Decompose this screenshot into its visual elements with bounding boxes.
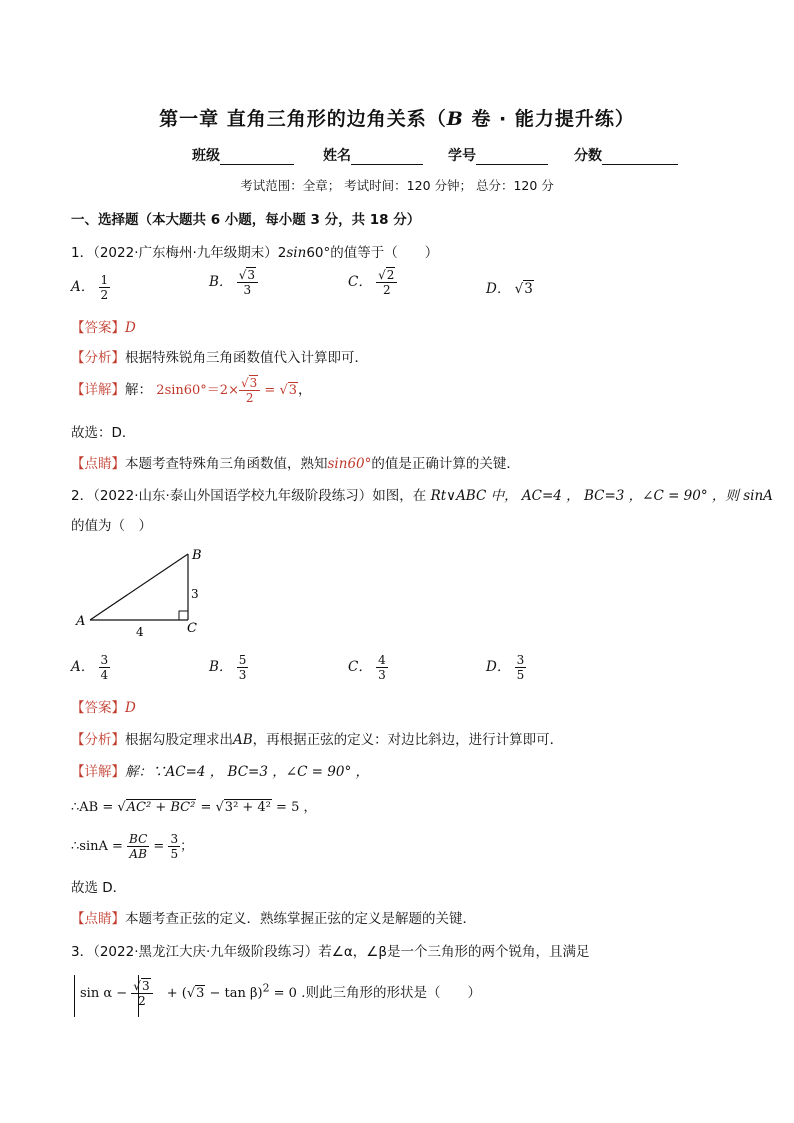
score-blank [602, 150, 678, 165]
q2-c-label: C． [348, 659, 372, 675]
q3-expr-sqrt-rad: 3 [196, 986, 205, 1001]
q2-step2-eq: = [149, 839, 169, 854]
q2-step1-sqrt1: √AC² + BC² [117, 800, 196, 815]
q1-comment-func: sin60° [327, 456, 372, 472]
q2-step1-mid: = [196, 800, 216, 815]
class-field [192, 145, 294, 165]
q1-detail-den: 2 [245, 391, 254, 405]
q3-expr-frac [131, 979, 152, 1008]
page-title [0, 104, 794, 131]
q2-step1 [71, 796, 316, 815]
name-blank [351, 150, 423, 165]
q3-expr-num: √3 [131, 979, 152, 994]
q2-option-b [209, 653, 248, 682]
q1-analysis [71, 346, 368, 366]
q2-step2-post: ； [180, 839, 194, 854]
q2-c-frac [376, 653, 388, 682]
q2-step1-post: = 5 ， [271, 800, 317, 815]
q1-analysis-tag: 【分析】 [71, 350, 125, 366]
q3-expr-c: − tan β) [205, 986, 263, 1001]
q2-step2 [71, 832, 193, 861]
q1-detail-end: ， [298, 382, 312, 398]
q1-detail-num: √3 [239, 376, 260, 391]
q1-d-label: D． [486, 281, 511, 297]
id-blank [476, 150, 548, 165]
title-text-2: 卷 · 能力提升练） [463, 108, 635, 130]
vertex-b-label: B [192, 548, 202, 563]
q1-b-den: 3 [243, 283, 252, 297]
q2-stem-line2: 的值为（ ） [71, 518, 152, 534]
q1-detail-math-a: 2sin60°＝2× [156, 383, 239, 398]
q2-b-label: B． [209, 659, 233, 675]
q1-c-den: 2 [382, 283, 391, 297]
q1-b-frac [237, 268, 258, 297]
q1-detail-result: √3 [279, 383, 298, 398]
title-text-1: 第一章 直角三角形的边角关系（ [159, 108, 447, 130]
q2-step2-pre: ∴sinA = [71, 839, 128, 854]
q2-b-num: 5 [238, 653, 247, 667]
q2-choose: 故选 D． [71, 880, 127, 896]
q2-detail-tag: 【详解】 [71, 764, 125, 780]
q2-analysis-pre: 根据勾股定理求出 [125, 732, 233, 748]
side-bc-length: 3 [191, 587, 199, 601]
q2-detail-line: 解：∵AC=4 ， BC=3 ，∠C = 90° ， [125, 764, 370, 780]
q1-option-d [486, 277, 534, 297]
q3-expr-b: + ( [162, 986, 187, 1001]
q1-option-c [348, 268, 397, 297]
q2-step1-sqrt2: √3² + 4² [215, 800, 271, 815]
q1-detail-result-rad: 3 [288, 383, 298, 398]
title-b: B [446, 108, 464, 130]
q1-c-num-rad: 2 [386, 268, 395, 282]
q3-expr-den: 2 [138, 994, 146, 1008]
q2-analysis-tag: 【分析】 [71, 732, 125, 748]
q1-comment [71, 452, 520, 472]
side-ac-length: 4 [136, 625, 144, 639]
q1-answer-value: D [125, 320, 136, 336]
right-angle-mark [179, 611, 188, 620]
q1-detail-pre: 解： [125, 382, 152, 398]
q2-option-a [71, 653, 110, 682]
q1-analysis-text: 根据特殊锐角三角函数值代入计算即可． [125, 350, 368, 366]
q2-d-num: 3 [516, 653, 525, 667]
name-label: 姓名 [323, 148, 351, 164]
q1-a-num: 1 [100, 273, 109, 287]
q1-d-value: √3 [514, 281, 533, 297]
q3-expr-a: sin α − [80, 986, 132, 1001]
vertex-a-label: A [76, 614, 86, 629]
q2-answer-tag: 【答案】 [71, 700, 125, 716]
class-label: 班级 [192, 148, 220, 164]
q2-a-frac [99, 653, 111, 682]
q2-analysis-post: ，再根据正弦的定义：对边比斜边，进行计算即可． [252, 732, 564, 748]
exam-info: 考试范围：全章； 考试时间：120 分钟； 总分：120 分 [240, 178, 554, 193]
q1-stem-func: sin [286, 245, 307, 261]
q2-step2-den2: 5 [170, 847, 179, 861]
q1-stem-pre: 1．（2022·广东梅州·九年级期末）2 [71, 245, 287, 261]
q1-c-frac [376, 268, 397, 297]
q2-a-label: A． [71, 659, 95, 675]
q2-answer-value: D [125, 700, 136, 716]
q1-a-den: 2 [100, 288, 109, 302]
q2-stem-sina: sinA [743, 488, 773, 504]
q1-detail [71, 376, 312, 405]
q1-detail-num-rad: 3 [249, 376, 258, 390]
q2-a-den: 4 [100, 668, 109, 682]
q1-c-label: C． [348, 274, 372, 290]
q2-stem-mid: ∨ [446, 488, 457, 504]
id-field [448, 145, 548, 165]
q2-step1-rad: AC² + BC² [126, 800, 196, 815]
q2-option-c [348, 653, 388, 682]
q1-comment-post: 的值是正确计算的关键． [371, 456, 520, 472]
side-ab [90, 554, 188, 620]
q2-comment [71, 907, 476, 927]
q2-step2-frac1 [127, 832, 149, 861]
q1-answer-tag: 【答案】 [71, 320, 125, 336]
q1-detail-math-b: = [260, 383, 280, 398]
q1-comment-pre: 本题考查特殊角三角函数值，熟知 [125, 456, 328, 472]
q1-detail-math [156, 376, 298, 405]
q1-a-frac [99, 273, 111, 302]
q2-b-frac [237, 653, 249, 682]
score-label: 分数 [574, 148, 602, 164]
q1-c-num: √2 [376, 268, 397, 283]
q2-stem-pre: 2．（2022·山东·泰山外国语学校九年级阶段练习）如图，在 [71, 488, 431, 504]
q3-expression [80, 979, 481, 1008]
q2-detail [71, 760, 369, 780]
q1-option-a [71, 273, 110, 302]
q2-answer [71, 696, 136, 716]
q2-step2-num: BC [129, 832, 148, 846]
q2-step2-frac2 [168, 832, 180, 861]
q1-detail-frac [239, 376, 260, 405]
q2-b-den: 3 [238, 668, 247, 682]
q2-option-d [486, 653, 526, 682]
q2-analysis [71, 728, 563, 748]
q2-step1-rad2: 3² + 4² [224, 800, 271, 815]
q2-step1-pre: ∴AB = [71, 800, 118, 815]
q1-b-num-rad: 3 [247, 268, 256, 282]
q1-b-label: B． [209, 274, 233, 290]
q2-d-den: 5 [516, 668, 525, 682]
q2-stem-abc: ABC [456, 488, 487, 504]
q1-stem [71, 241, 438, 261]
q2-d-frac [515, 653, 527, 682]
q2-analysis-ab: AB [233, 732, 253, 748]
name-field [323, 145, 423, 165]
q3-expr-post: .则此三角形的形状是（ ） [296, 985, 482, 1001]
q2-step2-den: AB [129, 847, 147, 861]
q3-expr-num-rad: 3 [141, 979, 150, 993]
q3-stem: 3．（2022·黑龙江大庆·九年级阶段练习）若∠α，∠β是一个三角形的两个锐角，且满足 [71, 944, 590, 960]
q2-c-den: 3 [378, 668, 386, 682]
q1-detail-tag: 【详解】 [71, 382, 125, 398]
q3-expr-exp: 2 [262, 981, 270, 995]
q2-triangle-figure [70, 544, 210, 644]
q2-step2-num2: 3 [170, 832, 179, 846]
q2-comment-tag: 【点睛】 [71, 911, 125, 927]
abs-bar-left [74, 975, 75, 1017]
q1-b-num: √3 [237, 268, 258, 283]
q2-c-num: 4 [378, 653, 386, 667]
q2-stem-rt: Rt [430, 488, 447, 504]
class-blank [220, 150, 294, 165]
q1-a-label: A． [71, 279, 95, 295]
vertex-c-label: C [187, 621, 197, 636]
score-field [574, 145, 678, 165]
section-heading: 一、选择题（本大题共 6 小题，每小题 3 分，共 18 分） [71, 212, 421, 228]
q2-stem-cond: 中， AC=4 ， BC=3 ，∠C = 90° ，则 [486, 488, 744, 504]
q2-a-num: 3 [100, 653, 109, 667]
q1-choose: 故选：D． [71, 425, 136, 441]
q1-option-b [209, 268, 258, 297]
q2-comment-text: 本题考查正弦的定义．熟练掌握正弦的定义是解题的关键． [125, 911, 476, 927]
id-label: 学号 [448, 148, 476, 164]
q1-stem-post: 60°的值等于（ ） [306, 245, 439, 261]
q3-expr-d: = 0 [269, 986, 297, 1001]
q1-comment-tag: 【点睛】 [71, 456, 125, 472]
q1-d-rad: 3 [524, 281, 533, 297]
q1-answer [71, 316, 136, 336]
q3-expr-sqrt: √3 [186, 986, 205, 1001]
q2-d-label: D． [486, 659, 511, 675]
q2-stem-line1 [71, 484, 773, 504]
